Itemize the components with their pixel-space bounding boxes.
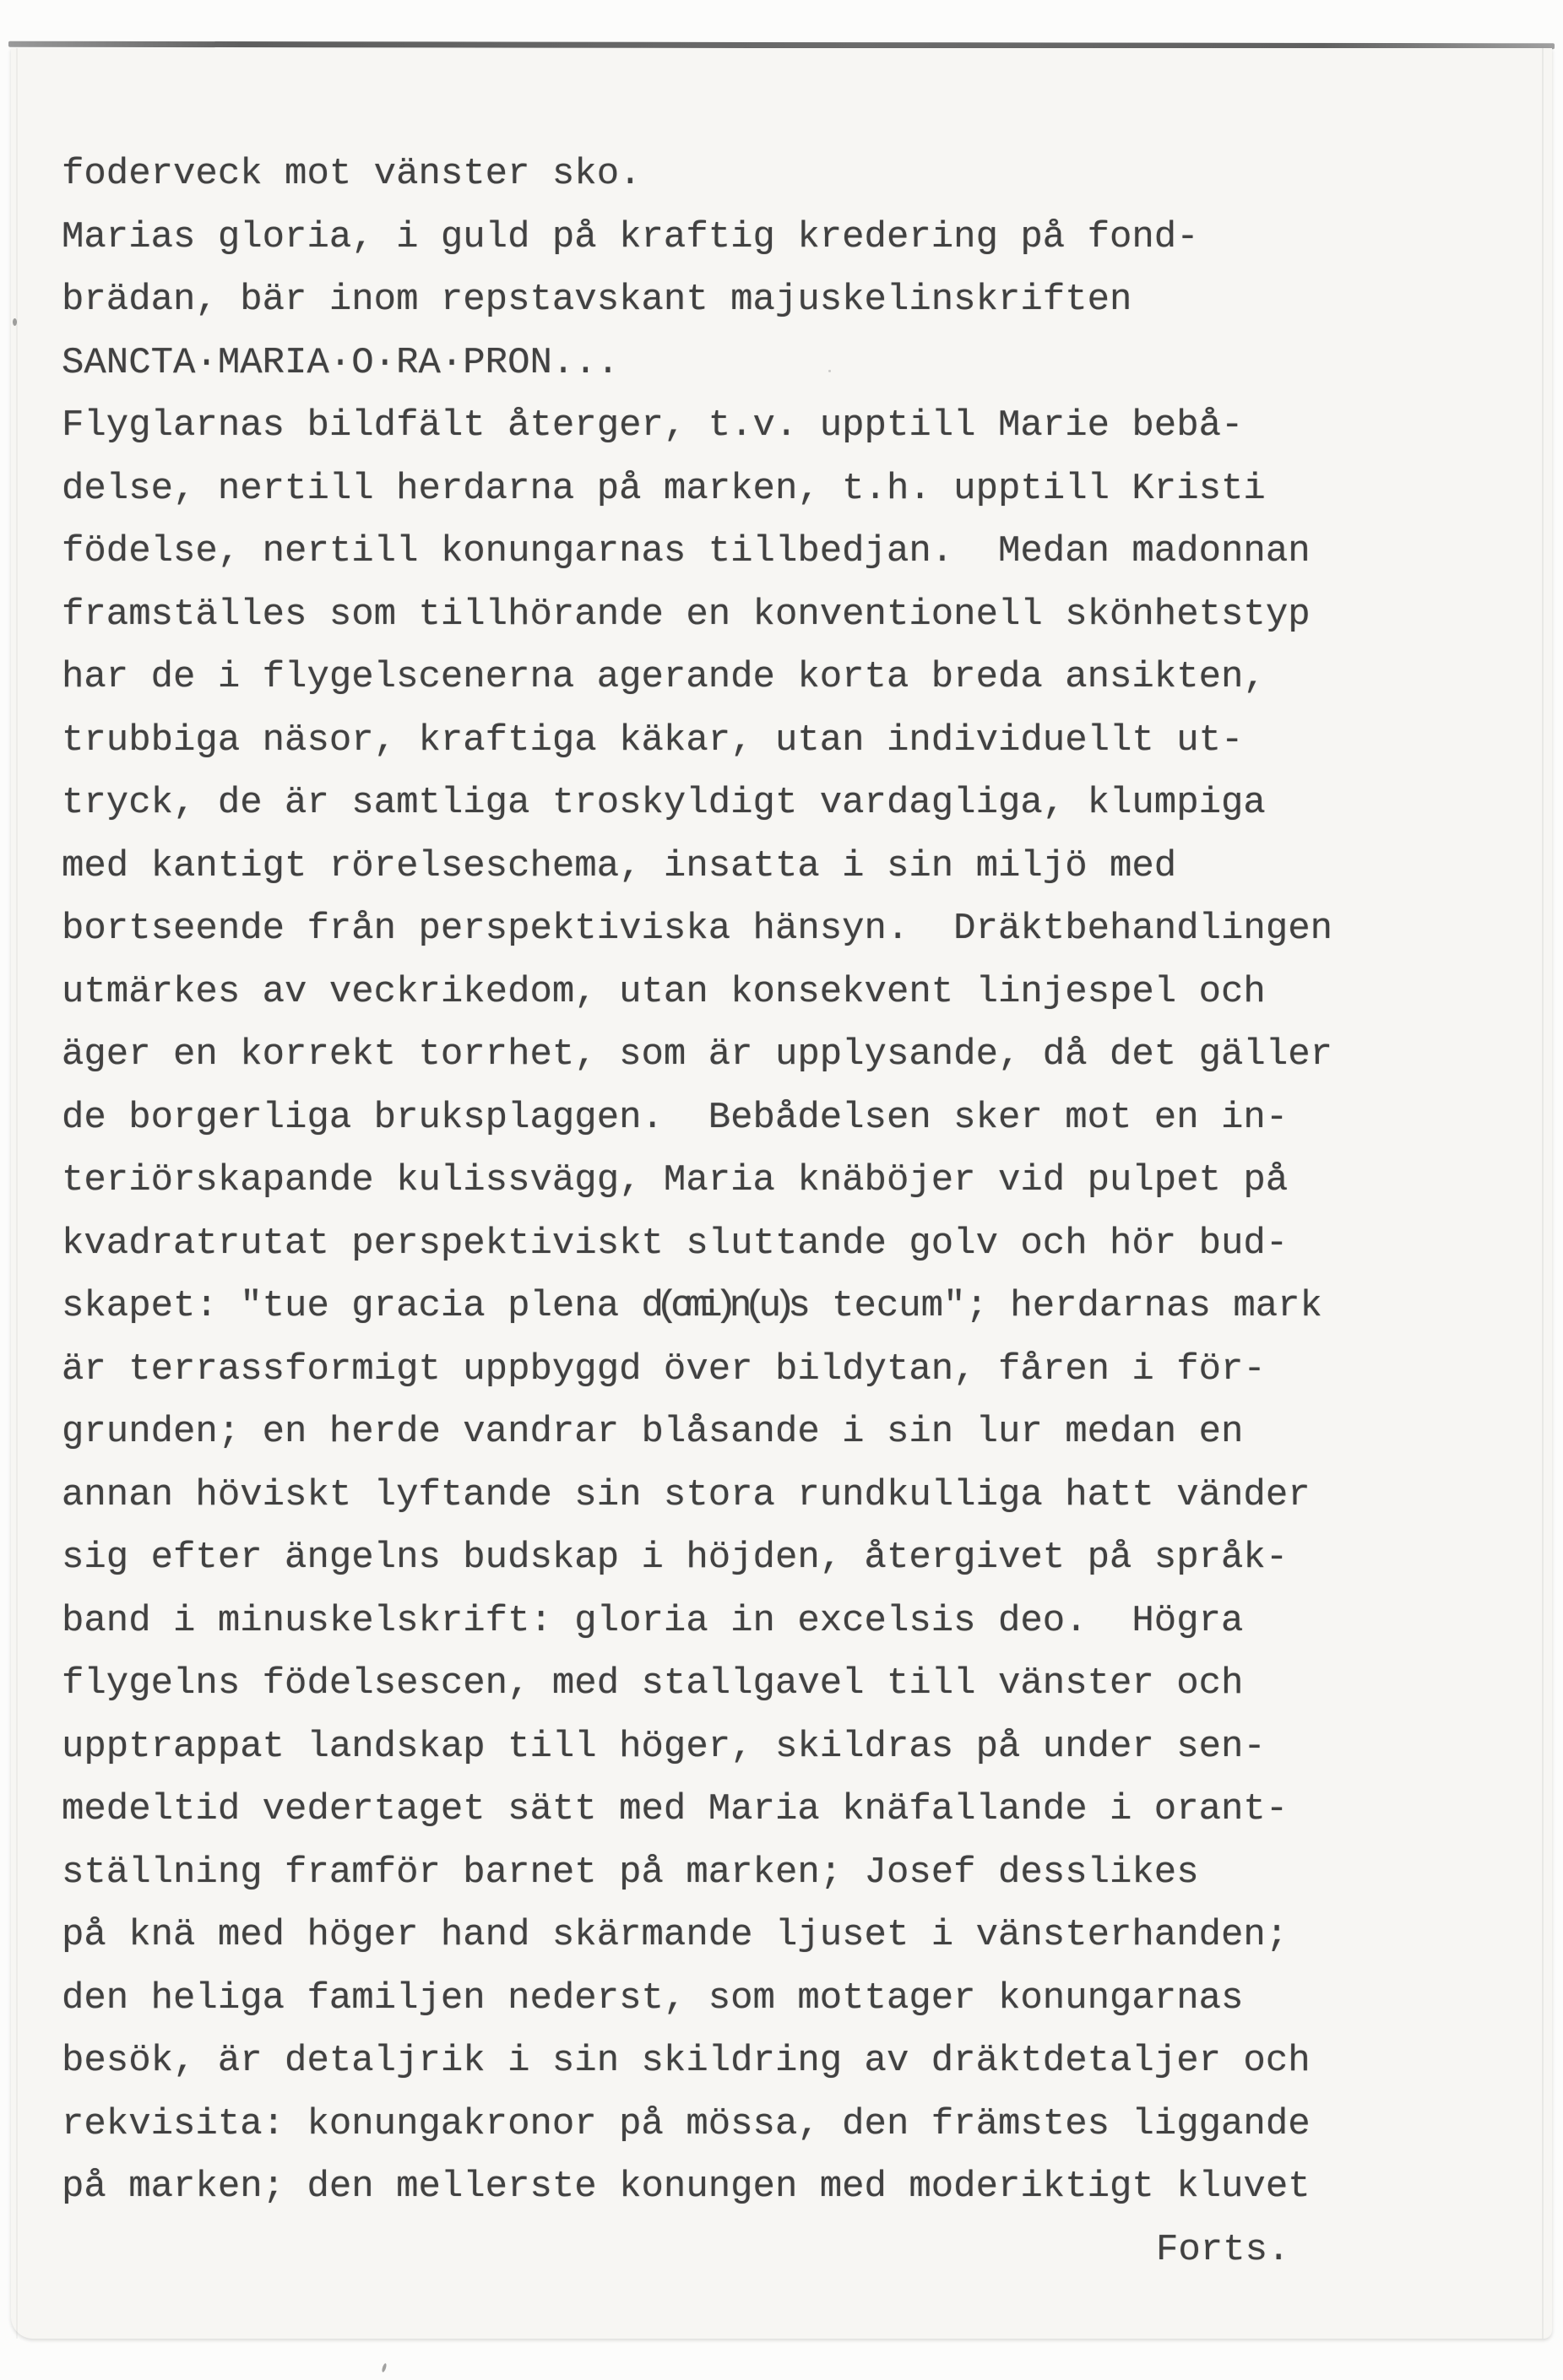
continuation-marker: Forts. (1156, 2228, 1290, 2271)
text-line: grunden; en herde vandrar blåsande i sin lur medan en (62, 1411, 1244, 1453)
text-line: besök, är detaljrik i sin skildring av dräktdetaljer och (62, 2040, 1311, 2082)
text-segment: skapet: "tue gracia plena (62, 1285, 642, 1327)
text-line: bortseende från perspektiviska hänsyn. Dräktbehandlingen (62, 908, 1333, 950)
text-line: flygelns födelsescen, med stallgavel till vänster och (62, 1662, 1244, 1705)
text-line: på marken; den mellerste konungen med moderiktigt kluvet (62, 2166, 1311, 2208)
text-segment: tecum"; herdarnas mark (809, 1285, 1322, 1327)
text-line: annan höviskt lyftande sin stora rundkulliga hatt vänder (62, 1473, 1311, 1516)
text-line: kvadratrutat perspektiviskt sluttande golv och hör bud- (62, 1222, 1289, 1265)
text-line: Flyglarnas bildfält återger, t.v. upptill Marie bebå- (62, 404, 1244, 447)
text-line: sig efter ängelns budskap i höjden, återgivet på språk- (62, 1537, 1289, 1579)
text-line: med kantigt rörelseschema, insatta i sin miljö med (62, 844, 1177, 887)
text-line: på knä med höger hand skärmande ljuset i vänsterhanden; (62, 1914, 1289, 1956)
text-line: äger en korrekt torrhet, som är upplysande, då det gäller (62, 1033, 1333, 1076)
overstruck-correction: d(omi)n(u)s (641, 1285, 803, 1327)
document-text (62, 143, 1497, 2281)
text-line: utmärkes av veckrikedom, utan konsekvent linjespel och (62, 970, 1266, 1013)
text-line: Marias gloria, i guld på kraftig kredering på fond- (62, 215, 1199, 258)
text-line: de borgerliga bruksplaggen. Bebådelsen sker mot en in- (62, 1096, 1289, 1139)
text-line: den heliga familjen nederst, som mottager konungarnas (62, 1976, 1244, 2019)
text-line: ställning framför barnet på marken; Josef desslikes (62, 1851, 1199, 1894)
text-line: upptrappat landskap till höger, skildras på under sen- (62, 1725, 1266, 1768)
text-line-with-overstrike (62, 1275, 1497, 1338)
scan-artifact-line (1542, 48, 1544, 2339)
scan-speck (13, 318, 17, 326)
text-line: tryck, de är samtliga troskyldigt vardagliga, klumpiga (62, 782, 1266, 824)
text-line: födelse, nertill konungarnas tillbedjan. Medan madonnan (62, 530, 1311, 572)
text-line: framställes som tillhörande en konventionell skönhetstyp (62, 593, 1311, 636)
text-line: har de i flygelscenerna agerande korta breda ansikten, (62, 656, 1266, 698)
scan-artifact-line-left (16, 48, 18, 2339)
text-line: band i minuskelskrift: gloria in excelsis deo. Högra (62, 1599, 1244, 1642)
scan-speck (381, 2363, 387, 2373)
text-line-inscription: SANCTA·MARIA·O·RA·PRON... (62, 341, 620, 384)
text-line: foderveck mot vänster sko. (62, 153, 642, 195)
text-line: trubbiga näsor, kraftiga käkar, utan individuellt ut- (62, 718, 1244, 762)
text-line: är terrassformigt uppbyggd över bildytan, fåren i för- (62, 1347, 1266, 1391)
text-line: brädan, bär inom repstavskant majuskelinskriften (62, 279, 1132, 321)
text-line: teriörskapande kulissvägg, Maria knäböjer vid pulpet på (62, 1159, 1289, 1201)
text-line: delse, nertill herdarna på marken, t.h. upptill Kristi (62, 467, 1266, 510)
text-line: rekvisita: konungakronor på mössa, den främstes liggande (62, 2102, 1311, 2145)
text-line: medeltid vedertaget sätt med Maria knäfallande i orant- (62, 1788, 1289, 1830)
scanned-page (11, 48, 1552, 2339)
